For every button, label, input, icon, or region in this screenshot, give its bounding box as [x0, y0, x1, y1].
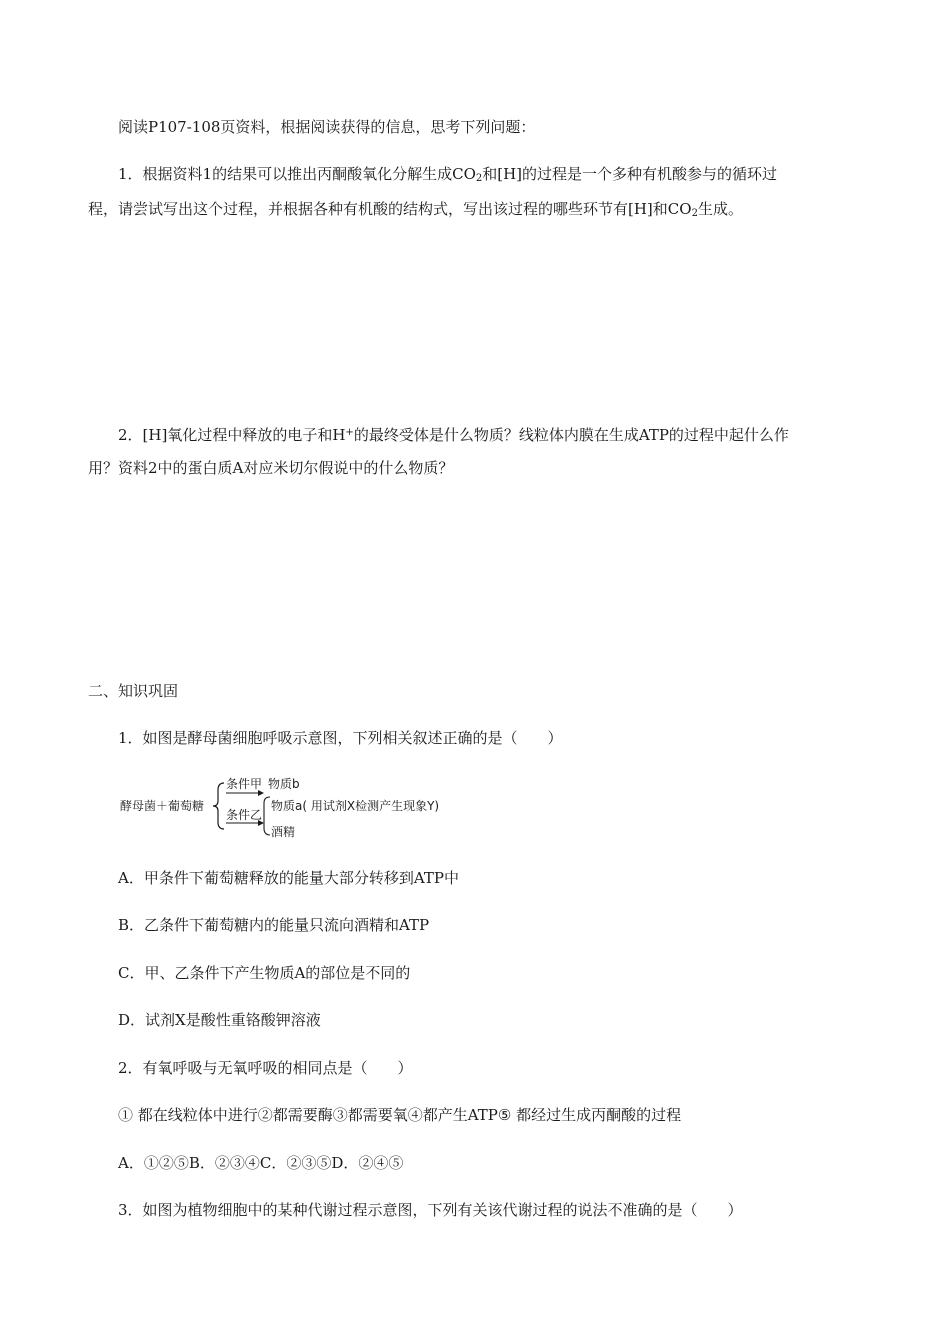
- q1-text-b: 和[H]的过程是一个多种有机酸参与的循环过: [482, 165, 778, 183]
- q2-text-b: 的最终受体是什么物质？线粒体内膜在生成ATP的过程中起什么作: [353, 426, 789, 444]
- exercise-1-option-a: A．甲条件下葡萄糖释放的能量大部分转移到ATP中: [118, 869, 459, 887]
- question-2-line-1: [118, 422, 789, 446]
- diagram-brace-small: [264, 797, 270, 835]
- diagram-condition-b: 条件乙: [226, 808, 263, 822]
- diagram-output-b: 物质b: [268, 777, 300, 791]
- diagram-output-alcohol: 酒精: [271, 825, 296, 839]
- q1-subscript-2: 2: [691, 208, 698, 219]
- exercise-2-stem: 2．有氧呼吸与无氧呼吸的相同点是（ ）: [118, 1059, 413, 1077]
- diagram-condition-a: 条件甲: [226, 777, 263, 791]
- q2-text-a: 2．[H]氧化过程中释放的电子和H: [118, 426, 346, 444]
- exercise-1-stem: 1．如图是酵母菌细胞呼吸示意图，下列相关叙述正确的是（ ）: [118, 729, 563, 747]
- diagram-output-a: 物质a( 用试剂X检测产生现象Y): [271, 799, 440, 813]
- q2-superscript: +: [345, 427, 354, 438]
- question-1-line-1: [118, 163, 777, 190]
- q1-text-c: 程，请尝试写出这个过程，并根据各种有机酸的结构式，写出该过程的哪些环节有[H]和CO: [88, 200, 692, 218]
- exercise-1-option-b: B．乙条件下葡萄糖内的能量只流向酒精和ATP: [118, 916, 430, 934]
- q1-subscript: 2: [475, 173, 483, 184]
- q1-text-a: 1．根据资料1的结果可以推出丙酮酸氧化分解生成CO: [118, 165, 476, 183]
- q1-text-d: 生成。: [697, 200, 743, 218]
- exercise-1-option-c: C．甲、乙条件下产生物质A的部位是不同的: [118, 964, 411, 982]
- exercise-2-statements: ① 都在线粒体中进行②都需要酶③都需要氧④都产生ATP⑤ 都经过生成丙酮酸的过程: [118, 1106, 682, 1124]
- exercise-2-options: A．①②⑤B．②③④C．②③⑤D．②④⑤: [118, 1154, 404, 1172]
- exercise-3-stem: 3．如图为植物细胞中的某种代谢过程示意图，下列有关该代谢过程的说法不准确的是（ ）: [118, 1201, 743, 1219]
- diagram-reactants: 酵母菌＋葡萄糖: [120, 799, 205, 813]
- question-1-line-2: [88, 198, 743, 225]
- question-2-line-2: 用？资料2中的蛋白质A对应米切尔假说中的什么物质？: [88, 459, 454, 477]
- reading-intro: 阅读P107-108页资料，根据阅读获得的信息，思考下列问题：: [118, 118, 536, 136]
- exercise-1-option-d: D．试剂X是酸性重铬酸钾溶液: [118, 1011, 321, 1029]
- yeast-respiration-diagram: [118, 770, 498, 840]
- diagram-brace: [213, 783, 224, 829]
- section-heading: 二、知识巩固: [88, 682, 179, 700]
